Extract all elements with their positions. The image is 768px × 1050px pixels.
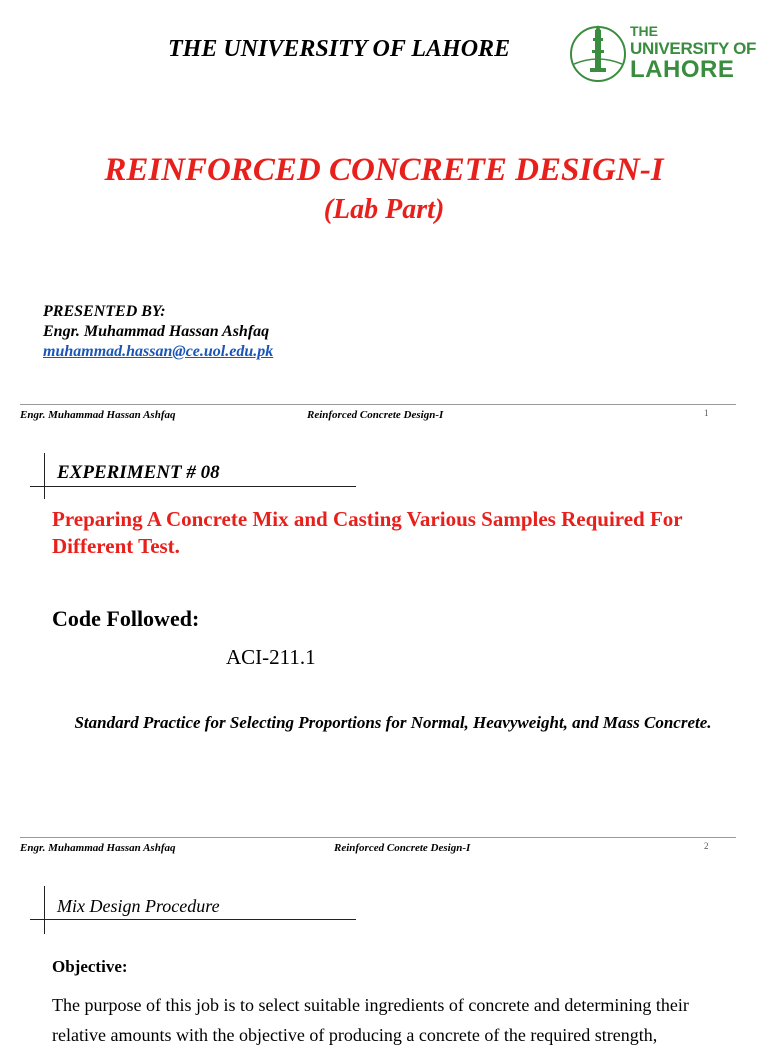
footer-course: Reinforced Concrete Design-I [334, 842, 471, 854]
course-subtitle: (Lab Part) [323, 194, 445, 225]
objective-paragraph: The purpose of this job is to select suitable ingredients of concrete and determining their relative amounts with the objective of producing a concrete of the required strength, [52, 995, 689, 1045]
logo-text-lahore: LAHORE [630, 56, 735, 83]
experiment-number: EXPERIMENT # 08 [57, 462, 220, 483]
presenter-block [43, 302, 273, 362]
minaret-seal-icon [568, 24, 628, 84]
page-number: 2 [704, 841, 709, 851]
course-title: REINFORCED CONCRETE DESIGN-I [104, 152, 664, 188]
footer-divider [20, 404, 736, 405]
presented-by-label: PRESENTED BY: [43, 303, 166, 320]
code-followed-heading: Code Followed: [52, 606, 200, 631]
footer-author: Engr. Muhammad Hassan Ashfaq [20, 409, 176, 421]
university-logo [568, 22, 758, 86]
presenter-email-link[interactable]: muhammad.hassan@ce.uol.edu.pk [43, 343, 274, 360]
logo-text-the: THE [630, 23, 658, 39]
code-value: ACI-211.1 [226, 645, 316, 669]
standard-description: Standard Practice for Selecting Proportions for Normal, Heavyweight, and Mass Concrete. [74, 713, 712, 732]
page-number: 1 [704, 408, 709, 418]
footer-author: Engr. Muhammad Hassan Ashfaq [20, 842, 176, 854]
logo-text-university-of: UNIVERSITY OF [630, 39, 757, 58]
presenter-name: Engr. Muhammad Hassan Ashfaq [43, 323, 270, 340]
heading-vertical-rule [44, 453, 45, 499]
section-heading: Mix Design Procedure [57, 896, 220, 916]
footer-divider [20, 837, 736, 838]
university-name: THE UNIVERSITY OF LAHORE [168, 36, 511, 62]
experiment-title: Preparing A Concrete Mix and Casting Various Samples Required For Different Test. [52, 507, 683, 558]
heading-vertical-rule [44, 886, 45, 934]
heading-horizontal-rule [30, 486, 356, 487]
heading-horizontal-rule [30, 919, 356, 920]
objective-heading: Objective: [52, 957, 128, 976]
footer-course: Reinforced Concrete Design-I [307, 409, 444, 421]
